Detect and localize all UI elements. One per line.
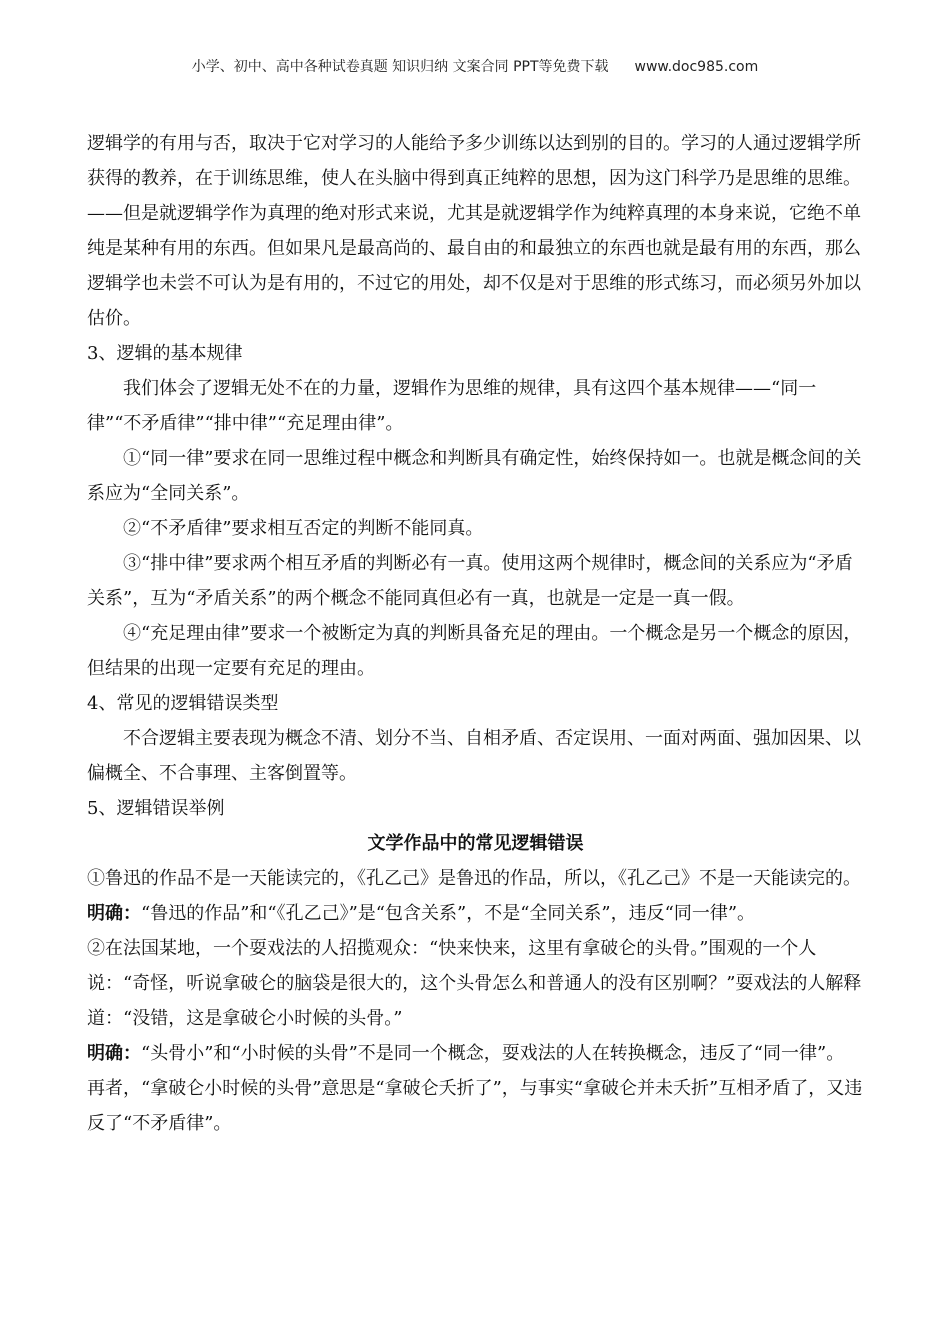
answer-1	[87, 896, 864, 931]
answer-2-text: “头骨小”和“小时候的头骨”不是同一个概念，耍戏法的人在转换概念，违反了“同一律”。	[141, 1043, 845, 1064]
example-2: ②在法国某地，一个耍戏法的人招揽观众：“快来快来，这里有拿破仑的头骨。”围观的一个人说：“奇怪，听说拿破仑的脑袋是很大的，这个头骨怎么和普通人的没有区别啊？”耍戏法的人解释道：“没错，这是拿破仑小时候的头骨。”	[87, 938, 862, 1029]
section-heading-3: 3、逻辑的基本规律	[87, 343, 243, 364]
examples-title: 文学作品中的常见逻辑错误	[367, 833, 584, 854]
paragraph-law-3: ③“排中律”要求两个相互矛盾的判断必有一真。使用这两个规律时，概念间的关系应为“矛盾关系”，互为“矛盾关系”的两个概念不能同真但必有一真，也就是一定是一真一假。	[87, 553, 853, 609]
answer-3: 再者，“拿破仑小时候的头骨”意思是“拿破仑夭折了”，与事实“拿破仑并未夭折”互相矛盾了，又违反了“不矛盾律”。	[87, 1078, 863, 1134]
paragraph-law-4: ④“充足理由律”要求一个被断定为真的判断具备充足的理由。一个概念是另一个概念的原因，但结果的出现一定要有充足的理由。	[87, 623, 862, 679]
answer-1-lead: 明确：	[87, 903, 141, 924]
header-site: www.doc985.com	[634, 59, 759, 75]
answer-2	[87, 1036, 864, 1071]
paragraph-intro: 逻辑学的有用与否，取决于它对学习的人能给予多少训练以达到别的目的。学习的人通过逻辑学所获得的教养，在于训练思维，使人在头脑中得到真正纯粹的思想，因为这门科学乃是思维的思维。——但是就逻辑学作为真理的绝对形式来说，尤其是就逻辑学作为纯粹真理的本身来说，它绝不单纯是某种有用的东西。但如果凡是最高尚的、最自由的和最独立的东西也就是最有用的东西，那么逻辑学也未尝不可认为是有用的，不过它的用处，却不仅是对于思维的形式练习，而必须另外加以估价。	[87, 133, 861, 329]
answer-2-lead: 明确：	[87, 1043, 141, 1064]
page-header	[0, 56, 950, 76]
example-1: ①鲁迅的作品不是一天能读完的，《孔乙己》是鲁迅的作品，所以，《孔乙己》不是一天能读完的。	[87, 868, 861, 889]
paragraph-laws: 我们体会了逻辑无处不在的力量，逻辑作为思维的规律，具有这四个基本规律——“同一律”“不矛盾律”“排中律”“充足理由律”。	[87, 378, 817, 434]
section-heading-4: 4、常见的逻辑错误类型	[87, 693, 279, 714]
paragraph-law-2: ②“不矛盾律”要求相互否定的判断不能同真。	[123, 518, 484, 539]
answer-1-text: “鲁迅的作品”和“《孔乙己》”是“包含关系”，不是“全同关系”，违反“同一律”。	[141, 903, 756, 924]
document-body	[87, 126, 864, 1141]
paragraph-error-types: 不合逻辑主要表现为概念不清、划分不当、自相矛盾、否定误用、一面对两面、强加因果、以偏概全、不合事理、主客倒置等。	[87, 728, 861, 784]
header-text: 小学、初中、高中各种试卷真题 知识归纳 文案合同 PPT等免费下载	[191, 59, 609, 75]
paragraph-law-1: ①“同一律”要求在同一思维过程中概念和判断具有确定性，始终保持如一。也就是概念间的关系应为“全同关系”。	[87, 448, 862, 504]
section-heading-5: 5、逻辑错误举例	[87, 798, 225, 819]
